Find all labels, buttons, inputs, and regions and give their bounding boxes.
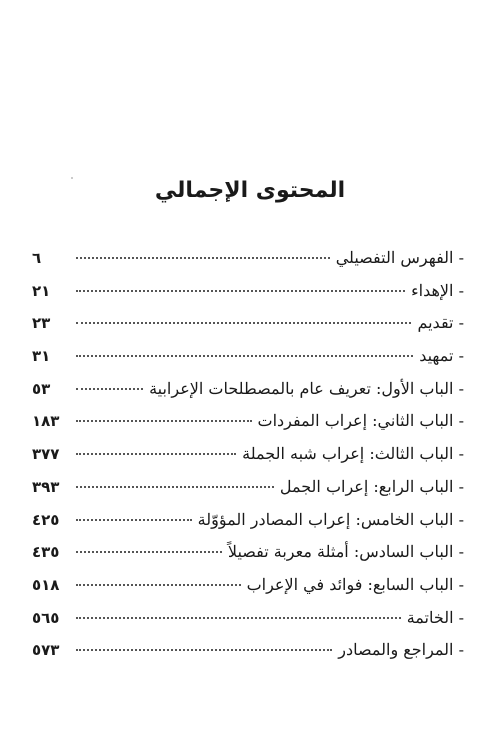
toc-entry-label: - الباب السادس: أمثلة معربة تفصيلاً [227,542,464,562]
toc-entry[interactable] [32,542,464,575]
toc-entry[interactable] [32,640,464,673]
toc-page-number: ٤٣٥ [32,543,60,562]
toc-page-number: ٣٩٣ [32,477,60,496]
toc-page-number: ٣٧٧ [32,445,60,464]
toc-entry-label: - الباب الثاني: إعراب المفردات [257,411,464,431]
toc-entry[interactable] [32,477,464,510]
dot-leader [76,388,143,390]
toc-entry[interactable] [32,444,464,477]
dot-leader [76,551,222,553]
toc-page-number: ٣١ [32,347,51,366]
toc-entry-label: - الباب الثالث: إعراب شبه الجملة [242,444,464,464]
toc-entry-label: - الباب الرابع: إعراب الجمل [279,476,464,496]
dot-leader [76,649,332,651]
toc-page-number: ٢٣ [32,314,51,333]
toc-page-number: ١٨٣ [32,412,60,431]
dot-leader [76,617,401,619]
toc-page-number: ٦ [32,249,42,267]
toc-page-number: ٤٢٥ [32,510,60,529]
toc-entry-label: - الخاتمة [406,607,464,627]
dot-leader [76,486,274,488]
toc-entry-label: - الإهداء [411,280,464,300]
toc-page-number: ٥٦٥ [32,608,60,627]
toc-entry-label: - الباب السابع: فوائد في الإعراب [246,574,464,594]
toc-page-number: ٢١ [32,281,51,300]
toc-entry[interactable] [32,313,464,346]
toc-entry[interactable] [32,510,464,543]
dot-leader [76,290,405,292]
dot-leader [76,355,413,357]
toc-entry-label: - المراجع والمصادر [338,640,464,660]
toc-entry[interactable] [32,346,464,379]
page-title: المحتوى الإجمالي [154,178,346,203]
dot-leader [76,519,192,521]
toc-entry[interactable] [32,379,464,412]
dot-leader [76,322,411,324]
toc-entry[interactable] [32,281,464,314]
toc-entry[interactable] [32,608,464,641]
toc-entry-label: - تمهيد [419,346,464,366]
dot-leader [76,584,241,586]
dot-leader [76,257,330,259]
toc-entry-label: - تقديم [417,313,464,333]
toc-entry[interactable] [32,575,464,608]
dot-leader [76,453,236,455]
toc-page-number: ٥١٨ [32,575,60,594]
toc-entry[interactable] [32,411,464,444]
toc-entry-label: - الفهرس التفصيلي [335,248,464,267]
toc-entry-label: - الباب الخامس: إعراب المصادر المؤوّلة [197,509,464,529]
toc-page-number: ٥٣ [32,379,51,398]
toc-page-number: ٥٧٣ [32,641,60,660]
toc-entry[interactable] [32,248,464,281]
toc-entry-label: - الباب الأول: تعريف عام بالمصطلحات الإعرابية [149,378,464,398]
dot-leader [76,420,252,422]
table-of-contents [32,248,464,673]
